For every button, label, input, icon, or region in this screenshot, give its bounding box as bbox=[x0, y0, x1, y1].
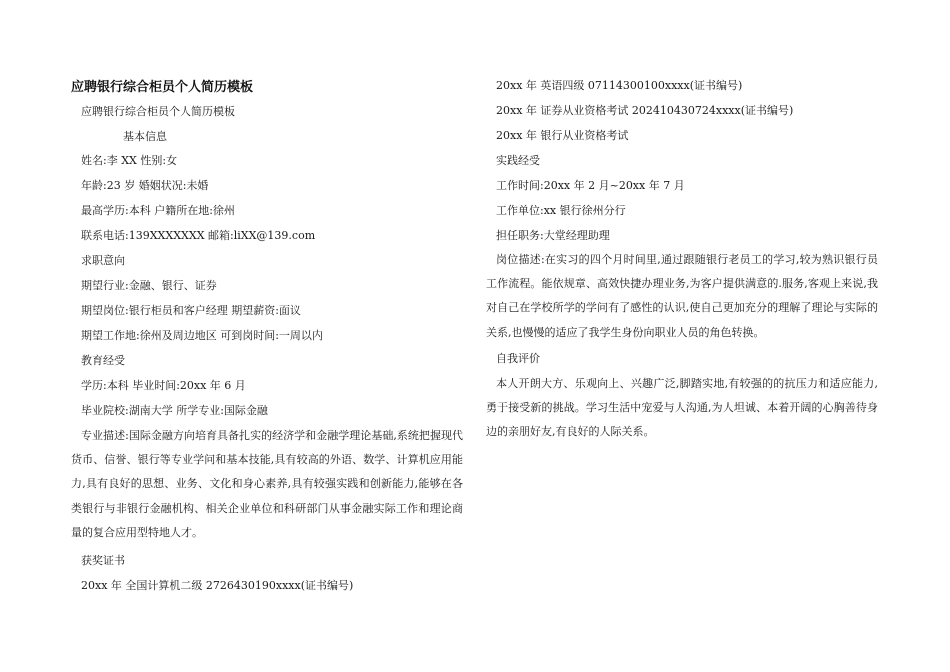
info-name-gender: 姓名:李 XX 性别:女 bbox=[81, 154, 178, 167]
intent-industry: 期望行业:金融、银行、证券 bbox=[81, 279, 217, 292]
major-description: 专业描述:国际金融方向培育具备扎实的经济学和金融学理论基础,系统把握现代货币、信誉、银行等专业学问和基本技能,具有较高的外语、数学、计算机应用能力,具有良好的思想、业务、文化和身心素养,具有较强实践和创新能力,能够在各类银行与非银行金融机构、相关企业单位和科研部门从事金融实际工作和理论商量的复合应用型特地人才。 bbox=[71, 429, 463, 539]
info-age-marital: 年龄:23 岁 婚姻状况:未婚 bbox=[81, 179, 209, 192]
award-item: 20xx 年 证券从业资格考试 202410430724xxxx(证书编号) bbox=[496, 104, 794, 117]
award-item: 20xx 年 银行从业资格考试 bbox=[496, 129, 629, 142]
section-self-evaluation: 自我评价 bbox=[496, 352, 540, 365]
info-contact: 联系电话:139XXXXXXX 邮箱:liXX@139.com bbox=[81, 229, 316, 242]
document-heading: 应聘银行综合柜员个人简历模板 bbox=[71, 80, 254, 95]
intent-position-salary: 期望岗位:银行柜员和客户经理 期望薪资:面议 bbox=[81, 304, 301, 317]
self-evaluation-text: 本人开朗大方、乐观向上、兴趣广泛,脚踏实地,有较强的的抗压力和适应能力,勇于接受新的挑战。学习生活中宠爱与人沟通,为人坦诚、本着开阔的心胸善待身边的亲朋好友,有良好的人际关系。 bbox=[486, 377, 878, 439]
intent-location-availability: 期望工作地:徐州及周边地区 可到岗时间:一周以内 bbox=[81, 329, 323, 342]
subtitle: 应聘银行综合柜员个人简历模板 bbox=[81, 105, 235, 118]
section-job-intention: 求职意向 bbox=[81, 254, 125, 267]
section-awards: 获奖证书 bbox=[81, 554, 125, 567]
award-item: 20xx 年 英语四级 07114300100xxxx(证书编号) bbox=[496, 79, 743, 92]
section-practice: 实践经受 bbox=[496, 154, 540, 167]
work-title: 担任职务:大堂经理助理 bbox=[496, 229, 610, 242]
info-education-hometown: 最高学历:本科 户籍所在地:徐州 bbox=[81, 204, 235, 217]
work-employer: 工作单位:xx 银行徐州分行 bbox=[496, 204, 626, 217]
award-item: 20xx 年 全国计算机二级 2726430190xxxx(证书编号) bbox=[81, 579, 354, 592]
job-description: 岗位描述:在实习的四个月时间里,通过跟随银行老员工的学习,较为熟识银行员工作流程。能依规章、高效快捷办理业务,为客户提供满意的.服务,客观上来说,我对自己在学校所学的学问有了感性的认识,使自己更加充分的理解了理论与实际的关系,也慢慢的适应了我学生身份向职业人员的角色转换。 bbox=[486, 253, 878, 339]
edu-school-major: 毕业院校:湖南大学 所学专业:国际金融 bbox=[81, 404, 268, 417]
work-period: 工作时间:20xx 年 2 月~20xx 年 7 月 bbox=[496, 179, 685, 192]
section-basic-info: 基本信息 bbox=[123, 130, 167, 143]
section-education: 教育经受 bbox=[81, 354, 125, 367]
edu-degree-graduation: 学历:本科 毕业时间:20xx 年 6 月 bbox=[81, 379, 246, 392]
